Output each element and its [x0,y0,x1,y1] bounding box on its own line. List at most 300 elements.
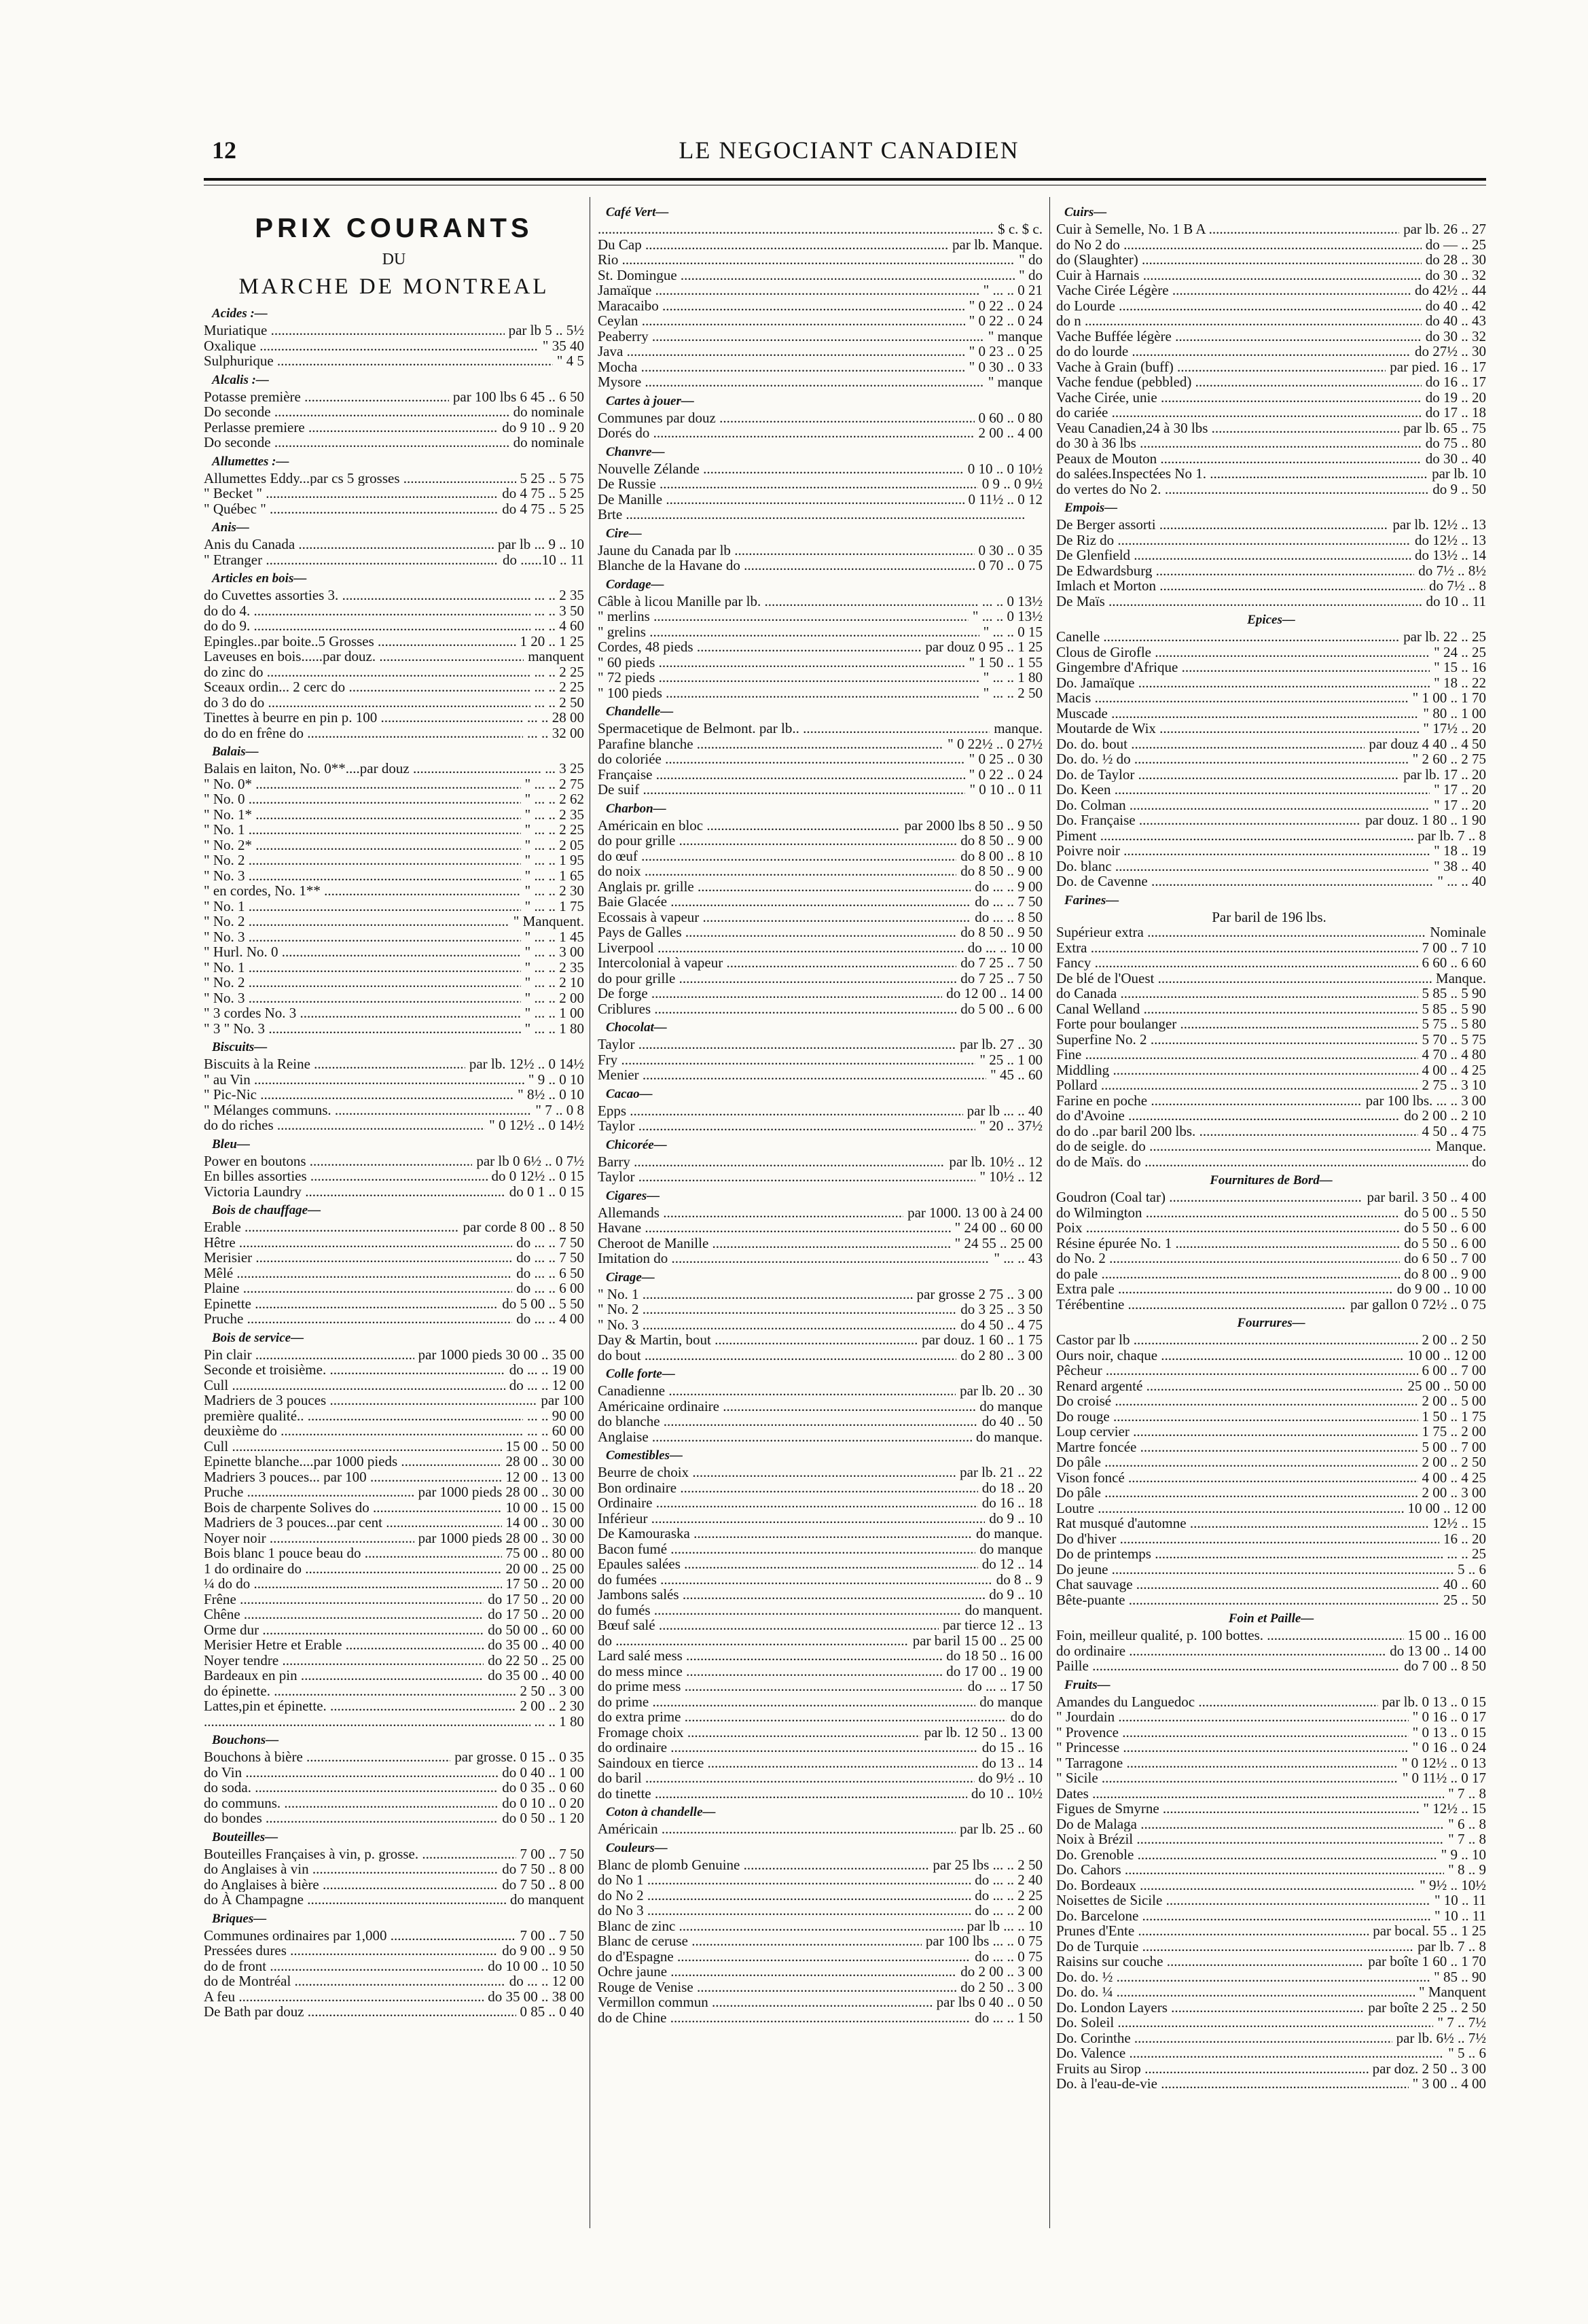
price-column-3 [1056,201,1486,2266]
item-name: Américain en bloc ..... [598,818,900,834]
item-name: Raisins sur couche ..... [1056,1954,1364,1969]
item-price: " ... .. 2 25 [524,821,584,838]
item-price: " do [1019,251,1043,268]
price-section [598,445,1043,522]
item-price: 5 70 .. 5 75 [1422,1031,1486,1048]
price-row [1056,1220,1486,1236]
price-row [1056,645,1486,660]
item-price: do 13 .. 14 [981,1754,1043,1771]
price-row [1056,986,1486,1001]
price-row [598,594,1043,609]
item-price: " ... .. 2 50 [983,684,1043,701]
item-name: do pale ..... [1056,1266,1400,1282]
item-name: " No. 0 ..... [204,791,521,807]
price-row [1056,283,1486,298]
item-price: par lb. 21 .. 22 [960,1464,1043,1480]
price-row [1056,1236,1486,1251]
section-heading: Comestibles— [606,1448,683,1463]
section-heading: Coton à chandelle— [606,1805,716,1819]
item-price: " 0 12½ .. 0 14½ [489,1117,584,1133]
price-row [598,1556,1043,1572]
section-heading: Charbon— [606,801,666,816]
item-name: Intercolonial à vapeur ..... [598,955,956,971]
item-name: Do. Grenoble ..... [1056,1847,1437,1863]
item-name: " au Vin ..... [204,1072,524,1088]
item-name: Middling ..... [1056,1062,1418,1078]
item-name: Noisettes de Sicile ..... [1056,1893,1430,1908]
section-heading: Couleurs— [606,1840,668,1855]
item-price: " ... .. 2 05 [524,836,584,853]
item-price: do ... .. 1 50 [975,2009,1043,2026]
item-name: do de seigle. do ..... [1056,1139,1432,1154]
item-name: do de Maïs. do ..... [1056,1154,1468,1170]
item-name: " No. 2* ..... [204,838,521,853]
price-row [1056,1531,1486,1547]
item-name: Castor par lb ..... [1056,1332,1418,1348]
item-price: " 10½ .. 12 [979,1168,1043,1185]
price-row [1056,1969,1486,1985]
price-row [1056,1984,1486,2000]
item-name: De Bath par douz ..... [204,2004,516,2020]
item-price: " 0 10 .. 0 11 [969,781,1043,798]
item-name: do de Chine ..... [598,2010,971,2026]
item-name: Mocha ..... [598,359,965,375]
item-name: " No. 2 ..... [204,975,521,990]
price-row [598,1617,1043,1633]
item-price: 2 00 .. 3 00 [1422,1484,1486,1501]
item-price: 4 00 .. 4 25 [1422,1469,1486,1486]
item-price: do ... .. 2 25 [975,1887,1043,1903]
price-list-subtitle: DU [382,251,406,268]
item-price: 2 00 .. 4 00 [978,425,1043,441]
price-row [204,1698,584,1714]
price-row [598,670,1043,685]
item-name: Paille ..... [1056,1658,1400,1674]
item-price: par lbs 0 40 .. 0 50 [936,1994,1043,2010]
price-row [1056,1470,1486,1486]
item-name: Américaine ordinaire ..... [598,1399,975,1414]
item-price: ... .. 2 50 [534,694,584,711]
item-name: Do de printemps ..... [1056,1546,1443,1562]
item-name: Epinette ..... [204,1296,498,1312]
item-price: ... .. 2 35 [534,587,584,603]
price-row [204,1653,584,1668]
price-row [598,1648,1043,1664]
price-row [1056,2045,1486,2061]
price-row [1056,2031,1486,2046]
price-row [598,721,1043,736]
price-row [1056,1047,1486,1062]
item-price: do ... .. 2 40 [975,1872,1043,1888]
price-row [204,1622,584,1638]
item-price: Nominale [1430,924,1486,940]
item-price: do manque [979,1540,1043,1557]
price-row [598,1220,1043,1236]
item-price: " 4 5 [556,353,584,369]
item-name: Sceaux ordin... 2 cerc do ..... [204,679,530,695]
item-name: Do seconde ..... [204,435,509,450]
price-section [1056,1678,1486,2092]
item-name: Do. do. ½ ..... [1056,1969,1430,1985]
price-row [204,1861,584,1877]
item-name: Do. Keen ..... [1056,782,1430,798]
item-name: " 100 pieds ..... [598,685,979,701]
price-row [1056,1393,1486,1409]
price-section [204,1040,584,1133]
item-price: " 9 .. 10 [1441,1846,1486,1863]
price-row [598,1399,1043,1414]
item-name: " No. 2 ..... [204,914,509,929]
item-name: Baie Glacée ..... [598,894,971,910]
price-row [1056,466,1486,482]
item-name: Nouvelle Zélande ..... [598,461,964,477]
price-row [598,221,1043,237]
price-row [204,1749,584,1765]
item-price: " 8 .. 9 [1448,1861,1486,1878]
item-name: Macis ..... [1056,690,1409,706]
price-row [598,1511,1043,1526]
page-number: 12 [212,137,236,164]
item-price: " ... .. 1 80 [524,1020,584,1037]
price-section [598,1841,1043,2026]
price-row [1056,1281,1486,1297]
item-name: Rio ..... [598,252,1015,268]
item-name: Dorés do ..... [598,425,975,441]
item-price: do manque [979,1397,1043,1414]
item-name: De Kamouraska ..... [598,1526,972,1541]
item-name: " en cordes, No. 1** ..... [204,883,521,899]
item-name: Biscuits à la Reine ..... [204,1056,465,1072]
item-price: par lb. 12½ .. 13 [1392,516,1486,533]
item-name: Martre foncée ..... [1056,1440,1418,1455]
item-name: Par baril de 196 lbs. [1212,909,1327,925]
price-row [1056,1251,1486,1266]
item-price: 0 10 .. 0 10½ [967,460,1043,477]
price-row [204,1989,584,2005]
item-price: " ... .. 3 00 [524,944,584,960]
item-name: Java ..... [598,344,965,359]
item-name: " No. 0* ..... [204,776,521,792]
item-price: 20 00 .. 25 00 [505,1560,584,1577]
item-name: do communs. ..... [204,1795,498,1811]
price-row [1056,451,1486,467]
price-section [204,571,584,740]
item-price: 1 50 .. 1 75 [1422,1408,1486,1425]
price-row [1056,594,1486,609]
item-price: " ... .. 0 15 [983,623,1043,640]
price-row [1056,548,1486,563]
item-price: par 100 lbs 6 45 .. 6 50 [452,388,584,405]
price-row [1056,1817,1486,1832]
section-heading: Colle forte— [606,1367,675,1381]
price-row [1056,482,1486,497]
item-name: De Manille ..... [598,492,964,507]
item-name: Do rouge ..... [1056,1409,1418,1425]
section-heading: Chocolat— [606,1020,667,1035]
price-row [204,1469,584,1485]
price-row [1056,1077,1486,1093]
price-row [204,1846,584,1862]
item-name: do zinc do ..... [204,664,530,680]
price-row [598,298,1043,314]
price-row [1056,268,1486,283]
price-row [204,1296,584,1312]
item-price: do 5 00 .. 5 50 [502,1295,584,1312]
price-row [1056,1628,1486,1643]
item-price: do 8 50 .. 9 00 [960,832,1043,848]
item-name: " Pic-Nic ..... [204,1087,513,1103]
price-row [598,252,1043,268]
price-row [204,1408,584,1424]
item-price: do 15 .. 16 [981,1739,1043,1755]
price-row [598,767,1043,783]
price-row [1056,237,1486,253]
item-price: 16 .. 20 [1443,1530,1486,1547]
item-name: Fruits au Sirop ..... [1056,2061,1369,2077]
price-row [204,1531,584,1546]
item-price: " 38 .. 40 [1434,857,1486,874]
price-row [1056,1643,1486,1659]
item-name: do ordinaire ..... [1056,1643,1386,1659]
item-name: Mêlé ..... [204,1266,512,1281]
item-name: Power en boutons ..... [204,1154,472,1169]
item-name: Blanche de la Havane do ..... [598,558,975,573]
price-row [598,833,1043,848]
item-price: do ... .. 7 50 [516,1234,584,1251]
price-row [204,664,584,680]
price-row [204,1928,584,1944]
item-name: Vache fendue (pebbled) ..... [1056,374,1422,390]
item-name: Madriers de 3 pouces ..... [204,1393,537,1408]
item-name: Seconde et troisième. ..... [204,1362,505,1378]
item-name: do pour grille ..... [598,833,956,848]
item-price: do 3 25 .. 3 50 [960,1301,1043,1317]
item-name: do bout ..... [598,1348,956,1363]
price-row [204,1184,584,1200]
item-name: Do. Valence ..... [1056,2045,1444,2061]
item-name: do salées.Inspectées No 1. ..... [1056,466,1428,482]
item-name: Loutre ..... [1056,1501,1404,1516]
item-price: " 0 23 .. 0 25 [969,343,1043,359]
item-price: 0 60 .. 0 80 [978,409,1043,426]
item-price: 2 00 .. 2 30 [520,1698,584,1714]
section-heading: Café Vert— [606,205,669,219]
item-name: Imitation do ..... [598,1251,990,1266]
price-section [1056,1173,1486,1312]
item-name: Câble à licou Manille par lb. ..... [598,594,978,609]
price-row [1056,767,1486,783]
price-row [1056,1016,1486,1032]
item-price: do ......10 .. 11 [503,551,584,568]
item-name: Do. Colman ..... [1056,798,1430,813]
price-section [1056,501,1486,609]
price-row [1056,1592,1486,1608]
price-section [598,1138,1043,1185]
item-price: do 8 50 .. 9 00 [960,863,1043,879]
item-price: do 0 35 .. 0 60 [502,1779,584,1795]
item-name: Madriers de 3 pouces...par cent ..... [204,1515,502,1531]
item-name: Parafine blanche ..... [598,736,943,752]
price-row [1056,812,1486,828]
price-row [204,338,584,354]
item-price: par 1000. 13 00 à 24 00 [907,1204,1043,1221]
item-price: do do [1010,1709,1043,1725]
price-row [204,1592,584,1607]
item-price: " 7 .. 0 8 [535,1101,584,1118]
item-name: Prunes d'Ente ..... [1056,1923,1369,1939]
section-heading: Briques— [212,1911,267,1926]
price-row [1056,2015,1486,2031]
item-price: do 9 00 .. 10 00 [1396,1281,1486,1297]
item-name: Do d'hiver ..... [1056,1531,1439,1547]
item-price: 5 75 .. 5 80 [1422,1016,1486,1032]
price-row [204,1347,584,1363]
item-name: Plaine ..... [204,1281,512,1296]
price-row [1056,1266,1486,1282]
item-name: Potasse première ..... [204,389,449,405]
price-section [1056,1611,1486,1674]
item-name: do Vin ..... [204,1765,498,1781]
item-price: " 35 40 [542,337,584,354]
item-name: Bon ordinaire ..... [598,1480,978,1496]
price-row [598,1067,1043,1083]
item-name: Extra pale ..... [1056,1281,1393,1297]
item-name: Pin clair ..... [204,1347,414,1363]
item-price: " 0 22 .. 0 24 [969,766,1043,783]
item-price: par lb 5 .. 5½ [508,322,584,338]
item-price: " 20 .. 37½ [979,1118,1043,1134]
item-name: Blanc de plomb Genuine ..... [598,1857,928,1873]
item-price: 0 30 .. 0 35 [978,541,1043,558]
price-row [1056,660,1486,675]
item-name: Canal Welland ..... [1056,1001,1418,1017]
price-row [598,1679,1043,1694]
item-name: De Maïs ..... [1056,594,1422,609]
item-price: do 0 40 .. 1 00 [502,1764,584,1781]
item-name: Do. Barcelone ..... [1056,1908,1430,1924]
price-row [1056,1297,1486,1312]
item-name: Fine ..... [1056,1047,1418,1062]
journal-title: LE NEGOCIANT CANADIEN [679,137,1019,164]
item-name: Canelle ..... [1056,629,1399,645]
item-price: 7 00 .. 7 50 [520,1927,584,1944]
item-price: " 17½ .. 20 [1423,720,1486,736]
price-row [1056,1546,1486,1562]
item-price: ... .. 2 25 [534,663,584,680]
price-row [204,960,584,976]
price-row [1056,690,1486,706]
item-price: do 30 .. 32 [1425,266,1486,283]
item-price: par lb. 12 50 .. 13 00 [924,1723,1043,1740]
price-row [204,501,584,517]
price-row [598,1251,1043,1266]
item-price: do 40 .. 42 [1425,297,1486,314]
item-price: do 27½ .. 30 [1415,343,1486,359]
item-name: do Lourde ..... [1056,298,1422,314]
item-name: Vache Buffée légère ..... [1056,329,1422,344]
item-price: par 100 lbs ... .. 0 75 [925,1933,1043,1949]
price-section [1056,613,1486,889]
item-price: " 0 16 .. 0 24 [1412,1739,1486,1755]
item-name: Do pâle ..... [1056,1454,1418,1470]
price-row [1056,1348,1486,1363]
price-row [598,1103,1043,1119]
section-heading: Biscuits— [212,1040,268,1054]
item-price: " 17 .. 20 [1434,796,1486,813]
section-heading: Fournitures de Bord— [1210,1173,1333,1187]
price-section [598,1805,1043,1837]
item-price: " 5 .. 6 [1448,2045,1486,2061]
item-price: do ... .. 10 00 [967,939,1043,956]
item-price: " 6 .. 8 [1448,1815,1486,1832]
price-row [598,1709,1043,1725]
price-row [1056,374,1486,390]
item-name: Balais en laiton, No. 0**....par douz ..... [204,761,541,776]
item-name: Ecossais à vapeur ..... [598,910,971,925]
price-row [204,603,584,619]
price-row [204,1235,584,1251]
price-row [598,685,1043,701]
item-price: " 45 .. 60 [990,1067,1043,1083]
price-row [598,1821,1043,1837]
item-price: do 35 00 .. 38 00 [488,1988,584,2005]
price-row [598,1236,1043,1251]
item-name: do No 1 ..... [598,1872,971,1888]
section-heading: Bouteilles— [212,1829,278,1844]
item-price: do 40 .. 50 [981,1413,1043,1429]
price-row [598,1888,1043,1903]
item-price: " ... .. 2 75 [524,775,584,792]
section-heading: Farines— [1064,893,1119,908]
section-heading: Articles en bois— [212,571,307,586]
price-row [204,1943,584,1959]
item-name: Rouge de Venise ..... [598,1980,956,1995]
item-price: 5 85 .. 5 90 [1422,1000,1486,1017]
price-row [598,751,1043,767]
price-row [1056,782,1486,798]
item-price: 15 00 .. 50 00 [505,1437,584,1454]
price-row [1056,563,1486,579]
item-name: Do. Corinthe ..... [1056,2031,1392,2046]
price-row [1056,1154,1486,1170]
item-price: 15 00 .. 16 00 [1407,1627,1486,1643]
item-price: par 1000 pieds 30 00 .. 35 00 [418,1346,584,1363]
price-row [204,1959,584,1974]
price-row [598,848,1043,864]
item-name: Ordinaire ..... [598,1495,978,1511]
price-row [1056,971,1486,986]
item-name: Communes par douz ..... [598,410,975,426]
item-name: Superfine No. 2 ..... [1056,1032,1418,1048]
item-name: do Wilmington ..... [1056,1205,1400,1221]
item-name: Anglaise ..... [598,1429,972,1445]
price-row [1056,221,1486,237]
price-row [204,1877,584,1893]
section-heading: Cartes à jouer— [606,393,694,408]
price-row [598,1465,1043,1480]
price-row [1056,1577,1486,1592]
price-row [598,1857,1043,1873]
price-row [1056,1205,1486,1221]
item-price: par lb. 7 .. 8 [1418,827,1486,844]
item-name: Do seconde ..... [204,404,509,420]
price-row [204,404,584,420]
item-price: do ... .. 9 00 [975,878,1043,895]
item-name: Do de Turquie ..... [1056,1939,1413,1954]
item-name: " Québec " ..... [204,501,498,517]
price-row [1056,940,1486,956]
item-price: do ... .. 12 00 [509,1376,584,1393]
